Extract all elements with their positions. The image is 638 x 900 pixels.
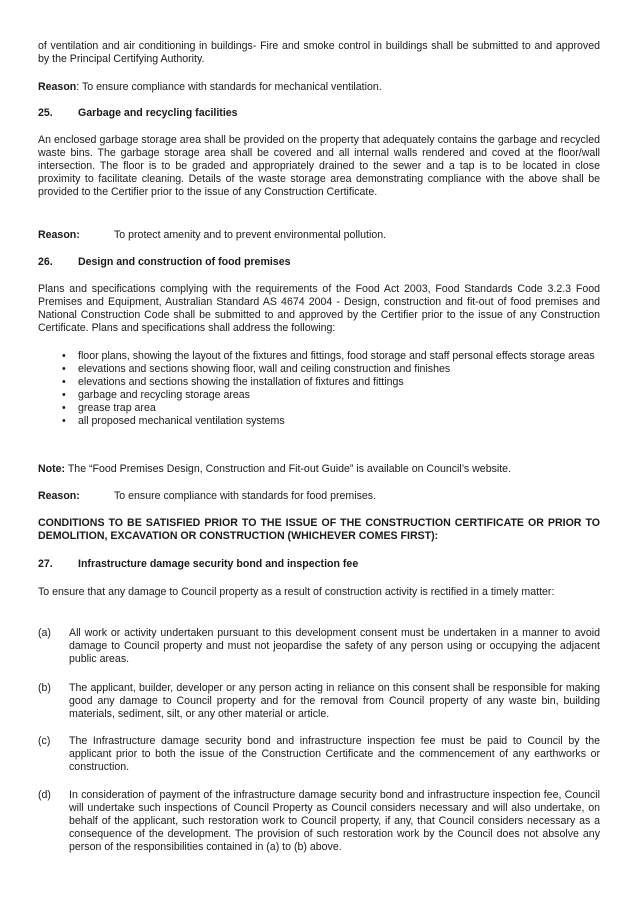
- list-item: [62, 415, 600, 428]
- item-label: (d): [38, 789, 51, 801]
- list-item-text: elevations and sections showing floor, wall and ceiling construction and finishes: [78, 363, 451, 375]
- condition-item-b: [38, 682, 600, 721]
- bullet-icon: •: [62, 402, 66, 414]
- reason-text: : To ensure compliance with standards for mechanical ventilation.: [76, 81, 382, 93]
- section-25-reason: [38, 229, 600, 242]
- item-text: All work or activity undertaken pursuant to this development consent must be undertaken in a manner to avoid damage to Council property and must not jeopardise the safety of any person using or occupying the adjacent public areas.: [69, 627, 600, 665]
- section-number: 26.: [38, 256, 53, 268]
- reason-label: Reason:: [38, 229, 80, 241]
- section-number: 27.: [38, 558, 53, 570]
- conditions-heading: CONDITIONS TO BE SATISFIED PRIOR TO THE ISSUE OF THE CONSTRUCTION CERTIFICATE OR PRIOR TO DEMOLITION, EXCAVATION OR CONSTRUCTION (WHICHEVER COMES FIRST):: [38, 517, 600, 542]
- list-item-text: elevations and sections showing the installation of fixtures and fittings: [78, 376, 404, 388]
- section-27-intro: To ensure that any damage to Council property as a result of construction activity is rectified in a timely matter:: [38, 586, 555, 598]
- list-item-text: floor plans, showing the layout of the fixtures and fittings, food storage and staff personal effects storage areas: [78, 350, 595, 362]
- bullet-icon: •: [62, 389, 66, 401]
- section-number: 25.: [38, 107, 53, 119]
- bullet-icon: •: [62, 350, 66, 362]
- list-item: [62, 350, 600, 363]
- section-27-heading: [38, 558, 600, 571]
- list-item: [62, 389, 600, 402]
- condition-item-a: [38, 627, 600, 666]
- reason-mechanical-ventilation: [38, 81, 600, 94]
- item-label: (b): [38, 682, 51, 694]
- item-text: The applicant, builder, developer or any person acting in reliance on this consent shall be responsible for making good any damage to Council property and for the removal from Council property of any waste bin, building materials, sediment, silt, or any other material or article.: [69, 682, 600, 720]
- section-26-reason: [38, 490, 600, 503]
- item-text: The Infrastructure damage security bond and infrastructure inspection fee must be paid to Council by the applicant prior to both the issue of the Construction Certificate and the commencement of any earthworks or construction.: [69, 735, 600, 773]
- list-item: [62, 402, 600, 415]
- section-title: Design and construction of food premises: [78, 256, 291, 268]
- list-item-text: grease trap area: [78, 402, 156, 414]
- note-text: The “Food Premises Design, Construction and Fit-out Guide” is available on Council’s website.: [65, 463, 512, 475]
- item-label: (a): [38, 627, 51, 639]
- section-26-heading: [38, 256, 600, 269]
- condition-item-d: [38, 789, 600, 854]
- food-premises-requirements-list: [62, 350, 600, 428]
- note-label: Note:: [38, 463, 66, 475]
- item-label: (c): [38, 735, 51, 747]
- list-item-text: garbage and recycling storage areas: [78, 389, 250, 401]
- section-25-body: An enclosed garbage storage area shall be provided on the property that adequately contains the garbage and recycled waste bins. The garbage storage area shall be covered and all internal walls rendered and coved at the floor/wall intersection. The floor is to be graded and appropriately drained to the sewer and a tap is to be located in close proximity to facilitate cleaning. Details of the waste storage area demonstrating compliance with the above shall be provided to the Certifier prior to the issue of any Construction Certificate.: [38, 134, 600, 198]
- intro-continuation: of ventilation and air conditioning in buildings- Fire and smoke control in buildings shall be submitted to and approved by the Principal Certifying Authority.: [38, 40, 600, 65]
- condition-item-c: [38, 735, 600, 774]
- section-26-body: Plans and specifications complying with the requirements of the Food Act 2003, Food Standards Code 3.2.3 Food Premises and Equipment, Australian Standard AS 4674 2004 - Design, construction and fit-out of food premises and National Construction Code shall be submitted to and approved by the Certifier prior to the issue of any Construction Certificate. Plans and specifications shall address the following:: [38, 283, 600, 334]
- bullet-icon: •: [62, 363, 66, 375]
- list-item: [62, 363, 600, 376]
- section-title: Garbage and recycling facilities: [78, 107, 238, 119]
- section-title: Infrastructure damage security bond and inspection fee: [78, 558, 359, 570]
- list-item-text: all proposed mechanical ventilation systems: [78, 415, 285, 427]
- bullet-icon: •: [62, 415, 66, 427]
- list-item: [62, 376, 600, 389]
- reason-text: To protect amenity and to prevent environmental pollution.: [114, 229, 387, 241]
- reason-label: Reason:: [38, 490, 80, 502]
- section-25-heading: [38, 107, 600, 120]
- bullet-icon: •: [62, 376, 66, 388]
- item-text: In consideration of payment of the infrastructure damage security bond and infrastructure inspection fee, Council will undertake such inspections of Council Property as Council considers necessary and will also undertake, on behalf of the applicant, such restoration work to Council property, if any, that Council considers necessary as a consequence of the development. The provision of such restoration work by the Council does not absolve any person of the responsibilities contained in (a) to (b) above.: [69, 789, 600, 853]
- reason-label: Reason: [38, 81, 77, 93]
- section-26-note: [38, 463, 600, 476]
- reason-text: To ensure compliance with standards for food premises.: [114, 490, 377, 502]
